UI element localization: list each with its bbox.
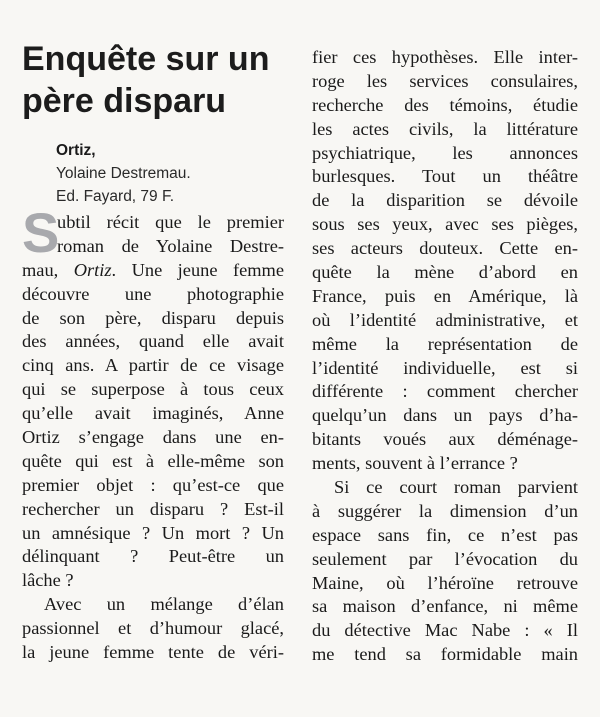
text-line: Avec un mélange d’élan [44,594,284,615]
text-line: du détective Mac Nabe : « Il [312,620,578,641]
text-line: fier ces hypothèses. Elle inter- [312,47,578,67]
text-line: roge les services consulaires, [312,70,578,91]
text-line: roman de Yolaine Destre- [57,235,284,256]
book-credits [56,139,191,208]
text-line: qui se superpose à tous ceux [22,379,284,400]
text-line: qu’elle avait imaginés, Anne [22,403,284,424]
text-line: l’identité individuelle, est si [312,357,578,378]
text-line: recherche des témoins, étudie [312,94,578,115]
text-line: différente : comment chercher [312,381,578,402]
headline-line-1: Enquête sur un [22,40,270,78]
text-line: me tend sa formidable main [312,644,578,665]
text-line: passionnel et d’humour glacé, [22,618,284,639]
text-line: lâche ? [22,570,74,591]
drop-cap: S [22,201,60,264]
text-line: Si ce court roman parvient [334,477,578,498]
text-line: ses acteurs douteux. Cette en- [312,238,578,259]
text-line: la jeune femme tente de véri- [22,642,284,663]
text-line: ments, souvent à l’errance ? [312,453,518,474]
text-line: un amnésique ? Un mort ? Un [22,522,284,543]
left-column-text [22,211,284,665]
text-line: espace sans fin, ce n’est pas [312,524,578,545]
text-line: burlesques. Tout un théâtre [312,166,578,187]
headline-line-2: père disparu [22,82,227,120]
book-publisher: Ed. Fayard, 79 F. [56,188,175,205]
book-title-italic: Ortiz [73,259,112,280]
text-line: délinquant ? Peut-être un [22,546,284,567]
text-line: des années, quand elle avait [22,331,284,352]
article-headline [22,38,292,122]
text-line: France, puis en Amérique, là [312,285,578,306]
text-line: à suggérer la dimension d’un [312,500,578,521]
text-line: quelqu’un dans un pays d’ha- [312,405,578,426]
text-line: où l’identité administrative, et [312,309,578,330]
right-column-text [312,46,578,667]
text-line: seulement par l’évocation du [312,548,578,569]
text-line: rechercher un disparu ? Est-il [22,498,284,519]
book-author: Yolaine Destremau. [56,165,191,182]
text-line: sous ses yeux, avec ses pièges, [312,214,578,235]
text-line: quête la mène d’abord en [312,262,578,283]
text-line: cinq ans. A partir de ce visage [22,355,284,376]
text-line: Maine, où l’héroïne retrouve [312,572,578,593]
text-line: mau, Ortiz. Une jeune femme [22,259,285,280]
text-line: de son père, disparu depuis [22,307,284,328]
book-title: Ortiz, [56,142,96,159]
text-line: bitants voués aux déménage- [312,429,578,450]
text-line: de la disparition se dévoile [312,190,578,211]
text-line: psychiatrique, les annonces [312,142,578,163]
text-line: découvre une photographie [22,283,284,304]
text-line: sa maison d’enfance, ni même [312,596,578,617]
text-line: quête qui est à elle-même son [22,450,284,471]
text-line: les actes civils, la littérature [312,118,578,139]
text-line: Ortiz s’engage dans une en- [22,427,284,448]
text-line: même la représentation de [312,333,578,354]
text-line: ubtil récit que le premier [57,212,284,232]
text-line: premier objet : qu’est-ce que [22,474,284,495]
